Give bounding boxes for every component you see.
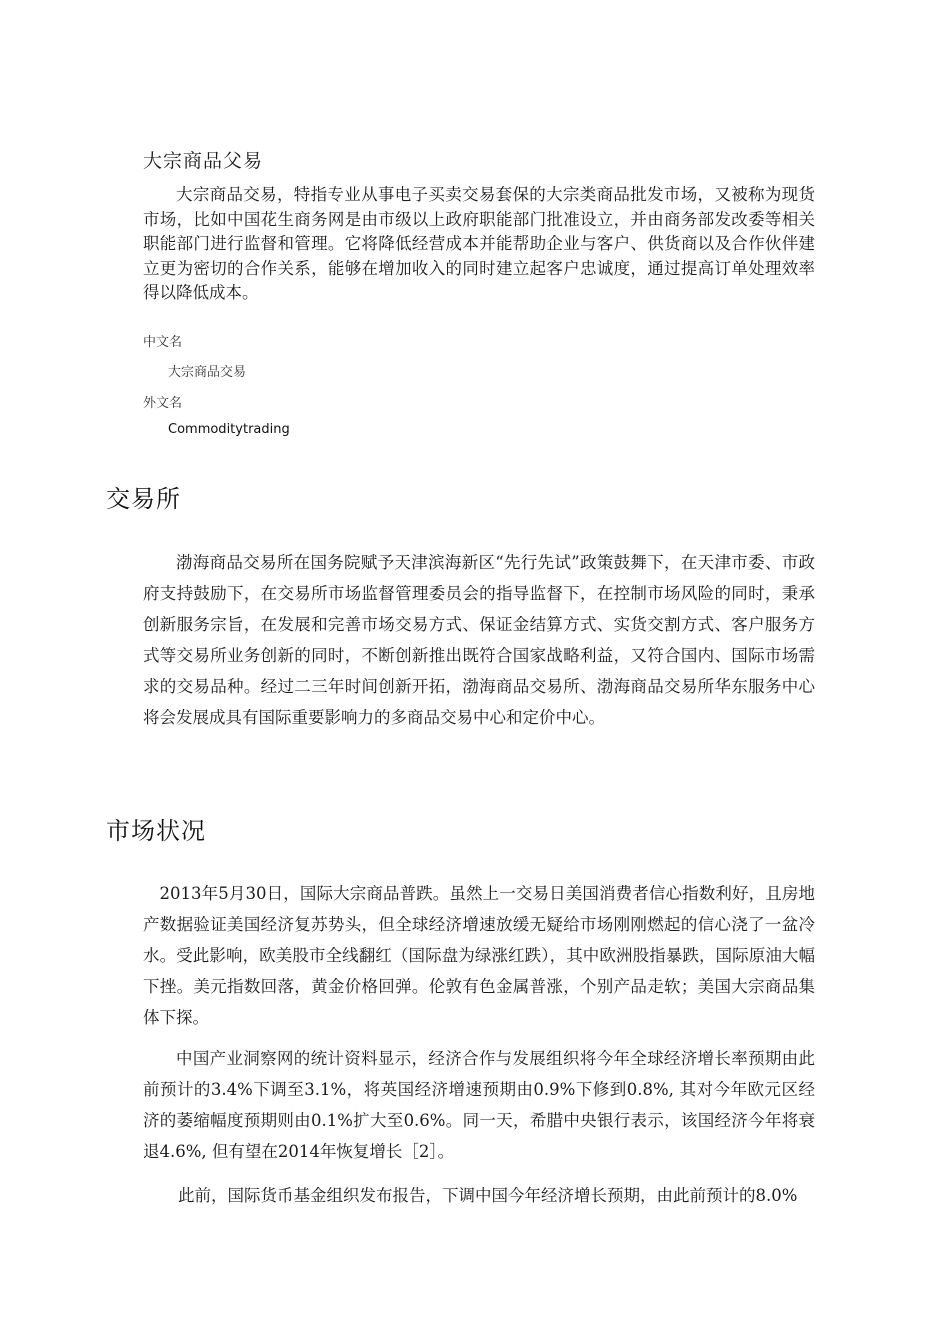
- foreign-name-value: Commoditytrading: [168, 422, 290, 437]
- section-heading-exchange: 交易所: [106, 485, 181, 513]
- chinese-name-value: 大宗商品交易: [168, 365, 247, 380]
- section-heading-market: 市场状况: [106, 817, 206, 845]
- foreign-name-label: 外文名: [143, 396, 183, 411]
- document-title: 大宗商品父易: [143, 150, 264, 172]
- exchange-paragraph: 渤海商品交易所在国务院赋予天津滨海新区“先行先试”政策鼓舞下，在天津市委、市政府支持鼓励下，在交易所市场监督管理委员会的指导监督下，在控制市场风险的同时，秉承创新服务宗旨，在发展和完善市场交易方式、保证金结算方式、实货交割方式、客户服务方式等交易所业务创新的同时，不断创新推出既符合国家战略利益，又符合国内、国际市场需求的交易品种。经过二三年时间创新开拓，渤海商品交易所、渤海商品交易所华东服务中心将会发展成具有国际重要影响力的多商品交易中心和定价中心。: [143, 553, 815, 727]
- chinese-name-label: 中文名: [143, 335, 183, 350]
- intro-paragraph: 大宗商品交易，特指专业从事电子买卖交易套保的大宗类商品批发市场，又被称为现货市场，比如中国花生商务网是由市级以上政府职能部门批准设立，并由商务部发改委等相关职能部门进行监督和管理。它将降低经营成本并能帮助企业与客户、供货商以及合作伙伴建立更为密切的合作关系，能够在增加收入的同时建立起客户忠诚度，通过提高订单处理效率得以降低成本。: [143, 185, 815, 302]
- market-paragraph-1: 2013年5月30日，国际大宗商品普跌。虽然上一交易日美国消费者信心指数利好，且房地产数据验证美国经济复苏势头，但全球经济增速放缓无疑给市场刚刚燃起的信心浇了一盆冷水。受此影响，欧美股市全线翻红（国际盘为绿涨红跌），其中欧洲股指暴跌，国际原油大幅下挫。美元指数回落，黄金价格回弹。伦敦有色金属普涨，个别产品走软；美国大宗商品集体下探。: [143, 884, 815, 1027]
- market-paragraph-3: 此前，国际货币基金组织发布报告，下调中国今年经济增长预期，由此前预计的8.0%: [178, 1186, 798, 1205]
- market-paragraph-2: 中国产业洞察网的统计资料显示，经济合作与发展组织将今年全球经济增长率预期由此前预计的3.4%下调至3.1%，将英国经济增速预期由0.9%下修到0.8%, 其对今年欧元区经济的萎缩幅度预期则由0.1%扩大至0.6%。同一天，希腊中央银行表示，该国经济今年将衰退4.6%, 但有望在2014年恢复增长［2］。: [143, 1049, 815, 1161]
